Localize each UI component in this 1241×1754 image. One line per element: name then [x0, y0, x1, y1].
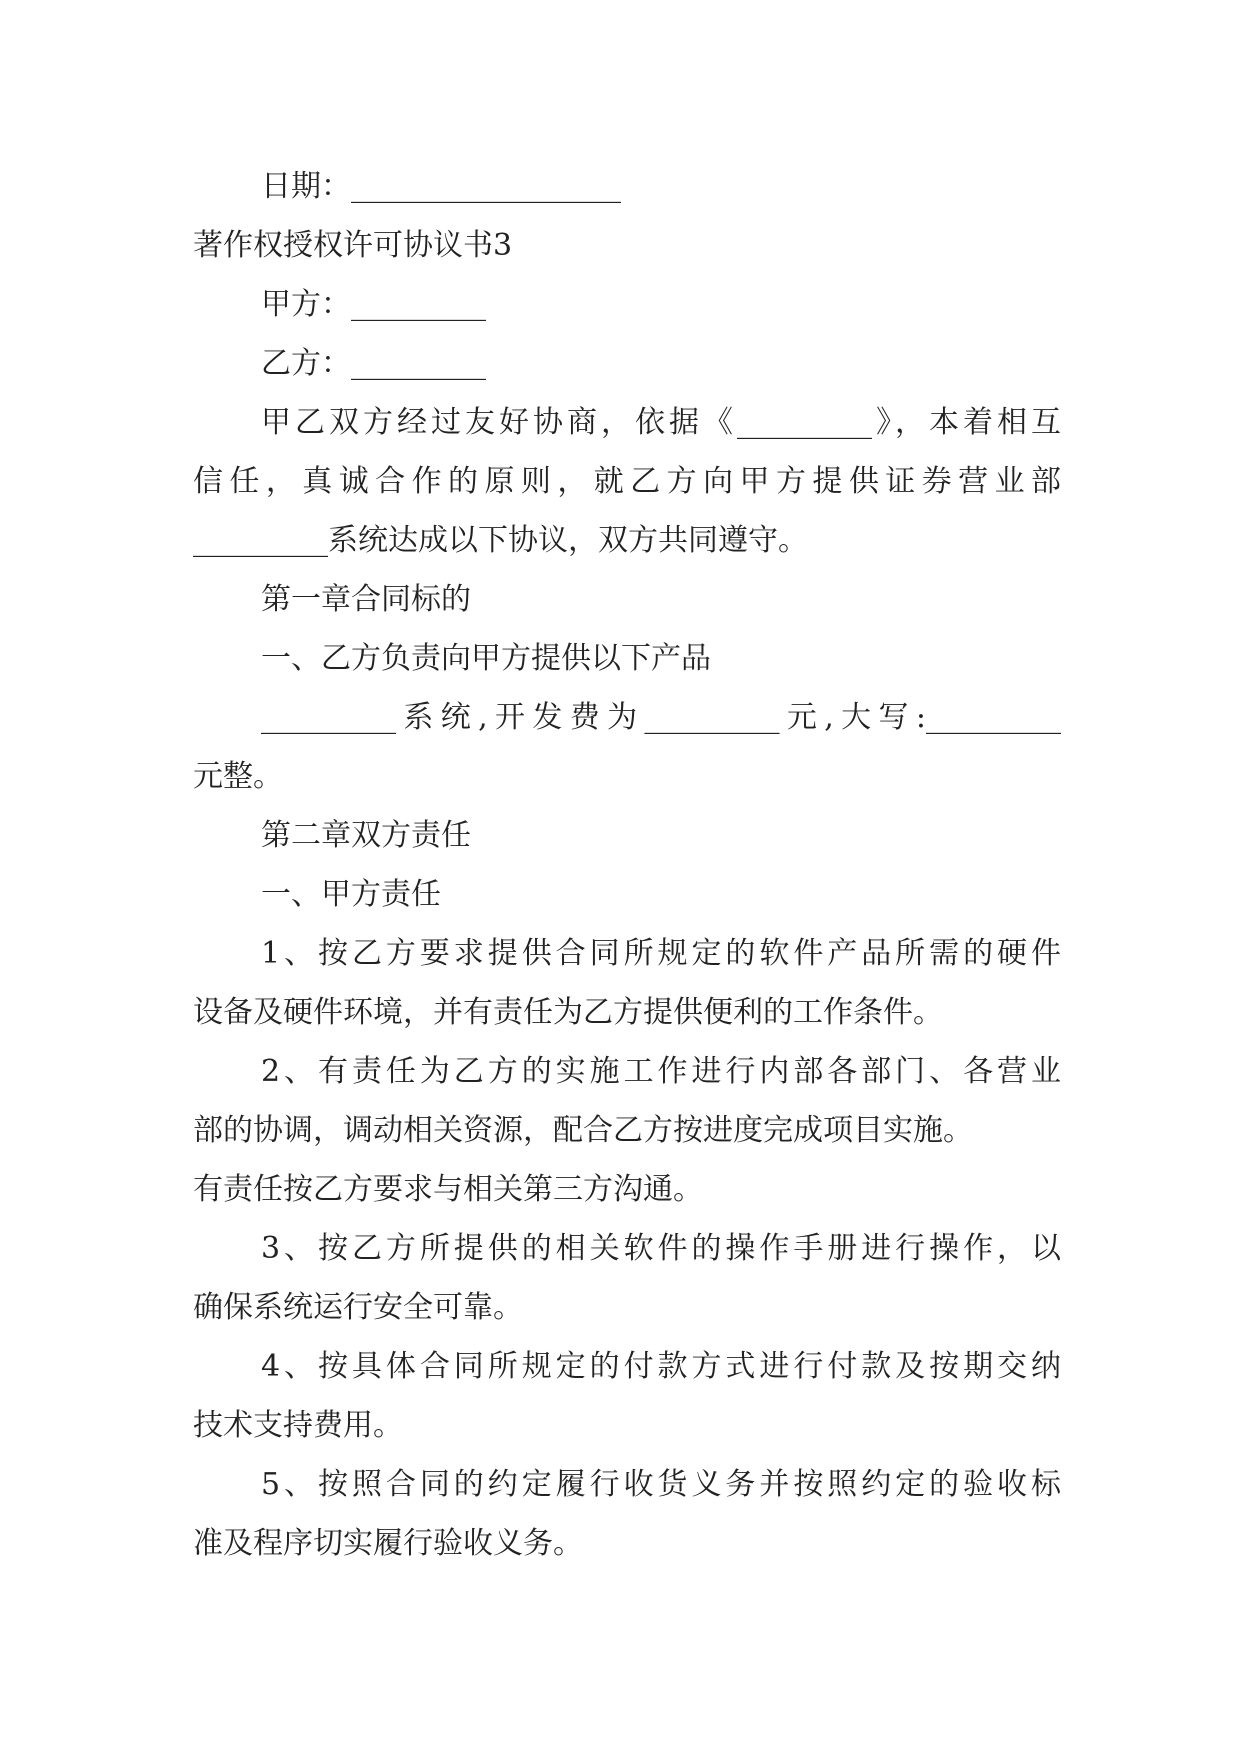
clause-3-line-1: 3、按乙方所提供的相关软件的操作手册进行操作，以 [261, 1231, 1061, 1266]
document-title: 著作权授权许可协议书3 [193, 228, 513, 263]
chapter-1-heading: 第一章合同标的 [261, 582, 471, 617]
chapter-2-heading: 第二章双方责任 [261, 818, 471, 853]
clause-1-line-1: 1、按乙方要求提供合同所规定的软件产品所需的硬件 [261, 936, 1061, 971]
clause-1-line-2: 设备及硬件环境，并有责任为乙方提供便利的工作条件。 [193, 995, 943, 1030]
clause-2-line-2: 部的协调，调动相关资源，配合乙方按进度完成项目实施。 [193, 1113, 973, 1148]
clause-2-line-1: 2、有责任为乙方的实施工作进行内部各部门、各营业 [261, 1054, 1061, 1089]
preamble-line-3: _________系统达成以下协议，双方共同遵守。 [193, 523, 808, 558]
product-fee-line-end: 元整。 [193, 759, 283, 794]
party-a-line: 甲方：_________ [261, 287, 486, 322]
preamble-line-2: 信任，真诚合作的原则，就乙方向甲方提供证券营业部 [193, 464, 1061, 499]
preamble-line-1: 甲乙双方经过友好协商，依据《_________》，本着相互 [261, 405, 1061, 440]
date-line: 日期：__________________ [261, 169, 621, 204]
product-fee-line: _________系统,开发费为_________元,大写:_________ [261, 700, 1061, 735]
clause-5-line-1: 5、按照合同的约定履行收货义务并按照约定的验收标 [261, 1467, 1061, 1502]
clause-3-line-2: 确保系统运行安全可靠。 [193, 1290, 523, 1325]
clause-4-line-2: 技术支持费用。 [193, 1408, 403, 1443]
section-heading: 一、甲方责任 [261, 877, 441, 912]
clause-2-line-3: 有责任按乙方要求与相关第三方沟通。 [193, 1172, 703, 1207]
party-b-line: 乙方：_________ [261, 346, 486, 381]
clause-4-line-1: 4、按具体合同所规定的付款方式进行付款及按期交纳 [261, 1349, 1061, 1384]
section-heading: 一、乙方负责向甲方提供以下产品 [261, 641, 711, 676]
clause-5-line-2: 准及程序切实履行验收义务。 [193, 1526, 583, 1561]
